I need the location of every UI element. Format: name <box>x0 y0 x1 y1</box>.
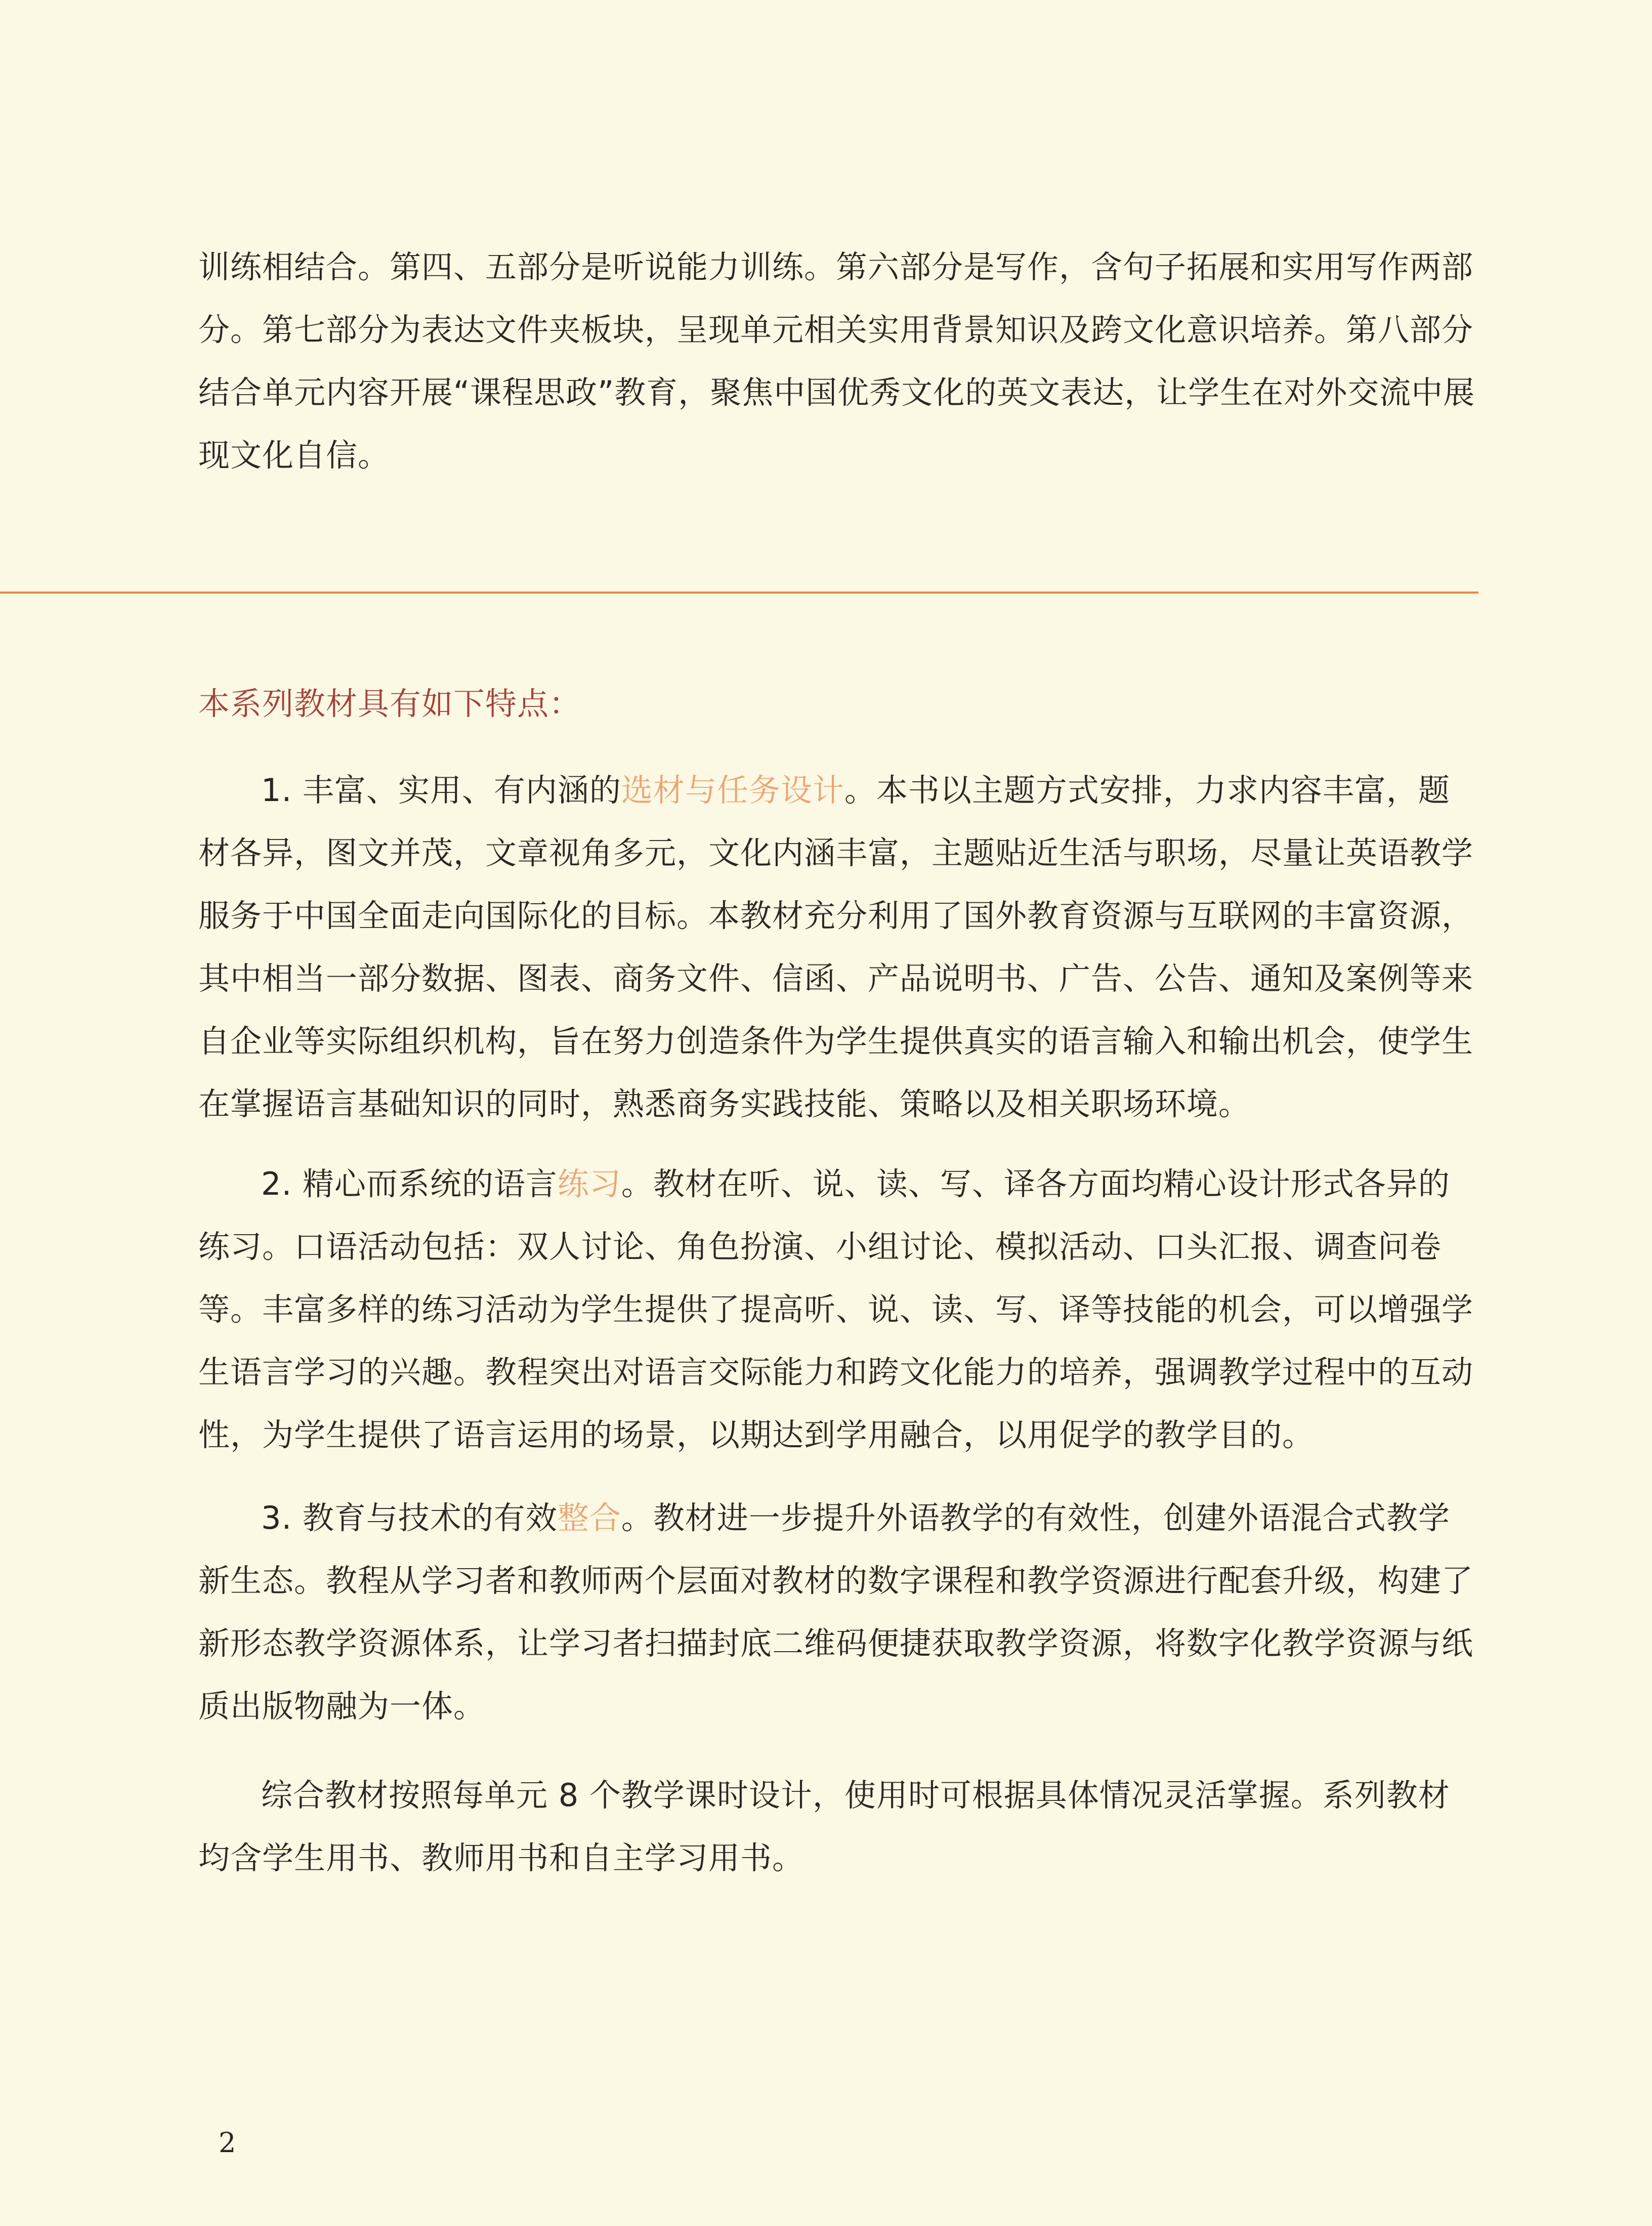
feature-1-body: 。本书以主题方式安排，力求内容丰富，题材各异，图文并茂，文章视角多元，文化内涵丰富，主题贴近生活与职场，尽量让英语教学服务于中国全面走向国际化的目标。本教材充分利用了国外教育资源与互联网的丰富资源，其中相当一部分数据、图表、商务文件、信函、产品说明书、广告、公告、通知及案例等来自企业等实际组织机构，旨在努力创造条件为学生提供真实的语言输入和输出机会，使学生在掌握语言基础知识的同时，熟悉商务实践技能、策略以及相关职场环境。 <box>198 772 1474 1122</box>
feature-paragraph-1 <box>198 759 1478 1136</box>
feature-3-prefix: 3. 教育与技术的有效 <box>261 1499 558 1536</box>
feature-3-highlight: 整合 <box>557 1499 621 1536</box>
intro-paragraph: 训练相结合。第四、五部分是听说能力训练。第六部分是写作，含句子拓展和实用写作两部分。第七部分为表达文件夹板块，呈现单元相关实用背景知识及跨文化意识培养。第八部分结合单元内容开展“课程思政”教育，聚焦中国优秀文化的英文表达，让学生在对外交流中展现文化自信。 <box>198 248 1475 474</box>
feature-1-highlight: 选材与任务设计 <box>621 772 844 809</box>
feature-2-highlight: 练习 <box>557 1165 621 1202</box>
closing-paragraph: 综合教材按照每单元 8 个教学课时设计，使用时可根据具体情况灵活掌握。系列教材均含学生用书、教师用书和自主学习用书。 <box>198 1777 1450 1876</box>
feature-3-body: 。教材进一步提升外语教学的有效性，创建外语混合式教学新生态。教程从学习者和教师两个层面对教材的数字课程和教学资源进行配套升级，构建了新形态教学资源体系，让学习者扫描封底二维码便捷获取教学资源，将数字化教学资源与纸质出版物融为一体。 <box>198 1499 1474 1725</box>
page-number: 2 <box>219 2127 236 2159</box>
section-divider <box>0 592 1478 594</box>
feature-paragraph-2 <box>198 1153 1478 1466</box>
features-heading: 本系列教材具有如下特点： <box>198 685 581 722</box>
feature-1-prefix: 1. 丰富、实用、有内涵的 <box>261 772 621 809</box>
feature-paragraph-3 <box>198 1487 1478 1738</box>
feature-2-body: 。教材在听、说、读、写、译各方面均精心设计形式各异的练习。口语活动包括：双人讨论、角色扮演、小组讨论、模拟活动、口头汇报、调查问卷等。丰富多样的练习活动为学生提供了提高听、说、读、写、译等技能的机会，可以增强学生语言学习的兴趣。教程突出对语言交际能力和跨文化能力的培养，强调教学过程中的互动性，为学生提供了语言运用的场景，以期达到学用融合，以用促学的教学目的。 <box>198 1165 1474 1453</box>
feature-2-prefix: 2. 精心而系统的语言 <box>261 1165 558 1202</box>
